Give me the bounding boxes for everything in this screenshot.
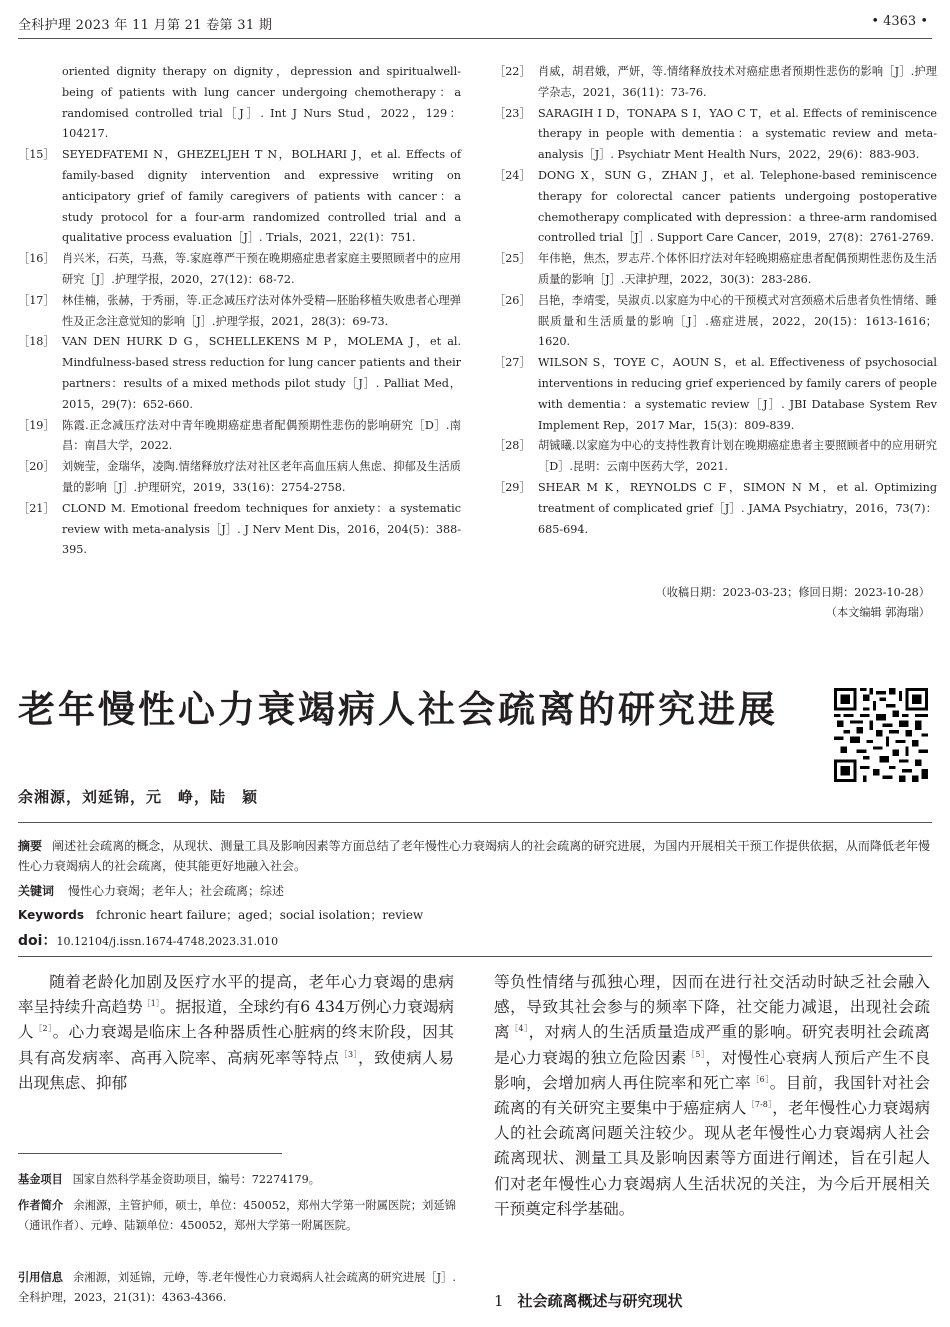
reference-item <box>494 436 937 478</box>
section-title: 社会疏离概述与研究现状 <box>517 1292 683 1310</box>
citation-label: 引用信息 <box>18 1271 64 1284</box>
reference-text: 肖兴米，石英，马燕，等.家庭尊严干预在晚期癌症患者家庭主要照顾者中的应用研究［J］.护理学报，2020，27(12)：68-72. <box>62 252 461 286</box>
doi-line <box>18 930 278 950</box>
body-left-column <box>18 970 454 1096</box>
page-number: • 4363 • <box>871 14 928 29</box>
citation-1[interactable]: ［1］ <box>142 999 160 1009</box>
fund-label: 基金项目 <box>18 1173 63 1186</box>
article-authors: 余湘源，刘延锦，元 峥，陆 颖 <box>18 788 259 806</box>
reference-text: 刘婉莹，金瑞华，凌陶.情绪释放疗法对社区老年高血压病人焦虑、抑郁及生活质量的影响［J］.护理研究，2019，33(16)：2754-2758. <box>62 460 461 494</box>
reference-number: ［16］ <box>18 252 55 266</box>
intro-text-f: ，对病人的生活质量造成严重的影响。研究表明社会疏离是心力衰竭的独立危险因素 <box>494 1023 930 1067</box>
keywords-cn-label: 关键词 <box>18 884 55 898</box>
intro-text-b: 。据报道，全球约有6 434万例心力衰竭病人 <box>18 998 455 1042</box>
reference-item <box>494 104 937 166</box>
reference-number: ［18］ <box>18 335 55 349</box>
section-number: 1 <box>494 1292 504 1310</box>
reference-text: 吕艳，李靖雯，吴淑贞.以家庭为中心的干预模式对宫颈癌术后患者负性情绪、睡眠质量和生活质量的影响［J］.癌症进展，2022，20(15)：1613-1616；1620. <box>538 293 937 349</box>
reference-number: ［22］ <box>494 65 531 78</box>
reference-item <box>18 457 461 499</box>
references-right-column <box>494 62 937 540</box>
keywords-en-text: fchronic heart failure；aged；social isolation；review <box>96 908 424 922</box>
references-left-column <box>18 62 461 561</box>
reference-item <box>494 291 937 353</box>
intro-paragraph-continued <box>494 970 930 1222</box>
reference-number: ［25］ <box>494 252 531 266</box>
reference-text: CLOND M. Emotional freedom techniques for anxiety：a systematic review with meta-analysis［J］. J Nerv Ment Dis，2016，204(5)：388-395. <box>62 501 461 557</box>
citation-2[interactable]: ［2］ <box>34 1024 53 1034</box>
reference-item <box>494 353 937 436</box>
reference-item <box>18 291 461 333</box>
reference-item <box>494 62 937 104</box>
reference-item <box>18 62 461 145</box>
intro-text-e: 等负性情绪与孤独心理，因而在进行社交活动时缺乏社会融入感，导致其社会参与的频率下降，社交能力减退，出现社会疏离 <box>494 973 930 1042</box>
doi-link[interactable]: 10.12104/j.issn.1674-4748.2023.31.010 <box>56 935 279 948</box>
reference-text: 林佳楠，张赫，于秀丽，等.正念减压疗法对体外受精—胚胎移植失败患者心理弹性及正念注意觉知的影响［J］.护理学报，2021，28(3)：69-73. <box>62 293 461 328</box>
fund-text: 国家自然科学基金资助项目，编号：72274179。 <box>72 1173 320 1186</box>
abstract-top-rule <box>18 822 932 823</box>
citation-6[interactable]: ［6］ <box>751 1074 770 1084</box>
doi-label: doi： <box>18 933 57 949</box>
intro-paragraph <box>18 970 454 1096</box>
reference-text: 年伟艳，焦杰，罗志芹.个体怀旧疗法对年轻晚期癌症患者配偶预期性悲伤及生活质量的影响［J］.天津护理，2022，30(3)：283-286. <box>538 252 937 286</box>
section-heading <box>494 1290 683 1311</box>
keywords-cn-text: 慢性心力衰竭；老年人；社会疏离；综述 <box>68 884 285 898</box>
abstract <box>18 836 930 876</box>
reference-item <box>494 166 937 249</box>
reference-number: ［27］ <box>494 356 531 370</box>
footnote-rule <box>18 1153 282 1154</box>
reference-number: ［20］ <box>18 460 55 474</box>
reference-item <box>18 332 461 415</box>
reference-number: ［28］ <box>494 439 531 453</box>
reference-item <box>494 478 937 540</box>
citation-4[interactable]: ［4］ <box>510 1024 529 1034</box>
keywords-en <box>18 906 423 923</box>
footnote-fund <box>18 1170 456 1190</box>
reference-item <box>18 499 461 561</box>
intro-text-d: ，致使病人易出现焦虑、抑郁 <box>18 1048 454 1092</box>
qr-code-icon[interactable] <box>834 688 928 782</box>
intro-text-i: ，老年慢性心力衰竭病人的社会疏离问题关注较少。现从老年慢性心力衰竭病人社会疏离现状、测量工具及影响因素等方面进行阐述，旨在引起人们对老年慢性心力衰竭病人生活状况的关注，为今后开展相关干预奠定科学基础。 <box>494 1099 930 1218</box>
intro-text-c: 。心力衰竭是临床上各种器质性心脏病的终末阶段，因其具有高发病率、高再入院率、高病死率等特点 <box>18 1023 454 1067</box>
reference-text: 胡铖曦.以家庭为中心的支持性教育计划在晚期癌症患者主要照顾者中的应用研究［D］.昆明：云南中医药大学，2021. <box>538 439 937 474</box>
keywords-en-label: Keywords <box>18 908 85 922</box>
header-rule <box>18 38 932 39</box>
reference-number: ［24］ <box>494 168 531 182</box>
citation-3[interactable]: ［3］ <box>339 1049 359 1059</box>
editor-credit: （本文编辑 郭海瑞） <box>825 606 930 619</box>
reference-text: SARAGIH I D，TONAPA S I，YAO C T，et al. Effects of reminiscence therapy in people with dementia：a systematic review and meta-analysis［J］. Psychiatr Ment Health Nurs，2022，29(6)：883-903. <box>538 106 937 162</box>
reference-number: ［15］ <box>18 148 55 162</box>
reference-number: ［26］ <box>494 293 531 307</box>
reference-item <box>18 416 461 458</box>
abstract-bottom-rule <box>18 956 932 957</box>
reference-text: 肖威，胡君娥，严妍，等.情绪释放技术对癌症患者预期性悲伤的影响［J］.护理学杂志，2021，36(11)：73-76. <box>538 65 937 99</box>
reference-number: ［17］ <box>18 293 55 307</box>
reference-text: SHEAR M K，REYNOLDS C F，SIMON N M，et al. Optimizing treatment of complicated grief［J］. JAMA Psychiatry，2016，73(7)：685-694. <box>538 480 937 536</box>
intro-text-g: ，对慢性心衰病人预后产生不良影响，会增加病人再住院率和死亡率 <box>494 1048 930 1092</box>
footnote-author <box>18 1196 456 1237</box>
article-title: 老年慢性心力衰竭病人社会疏离的研究进展 <box>18 688 778 731</box>
reference-text: DONG X，SUN G，ZHAN J，et al. Telephone-based reminiscence therapy for colorectal cancer patients undergoing postoperative chemotherapy complicated with depression：a three-arm randomised controlled trial［J］. Support Care Cancer，2019，27(8)：2761-2769. <box>538 168 937 245</box>
abstract-text: 阐述社会疏离的概念，从现状、测量工具及影响因素等方面总结了老年慢性心力衰竭病人的社会疏离的研究进展，为国内开展相关干预工作提供依据，从而降低老年慢性心力衰竭病人的社会疏离，使其能更好地融入社会。 <box>18 839 930 873</box>
author-text: 余湘源，主管护师，硕士，单位：450052，郑州大学第一附属医院；刘延锦（通讯作者）、元峥、陆颖单位：450052，郑州大学第一附属医院。 <box>18 1199 456 1233</box>
citation-5[interactable]: ［5］ <box>686 1049 706 1059</box>
reference-item <box>18 249 461 291</box>
reference-number: ［23］ <box>494 106 531 120</box>
received-dates: （收稿日期：2023-03-23；修回日期：2023-10-28） <box>655 586 930 599</box>
intro-text-a: 随着老龄化加剧及医疗水平的提高，老年心力衰竭的患病率呈持续升高趋势 <box>18 973 454 1017</box>
abstract-label: 摘要 <box>18 839 43 853</box>
author-label: 作者简介 <box>18 1199 64 1212</box>
reference-text: WILSON S，TOYE C，AOUN S，et al. Effectiveness of psychosocial interventions in reducing grief experienced by family carers of people with dementia：a systematic review［J］. JBI Database System Rev Implement Rep，2017 Mar，15(3)：809-839. <box>538 356 937 432</box>
reference-text: VAN DEN HURK D G，SCHELLEKENS M P，MOLEMA J，et al. Mindfulness-based stress reduction for lung cancer patients and their partners：results of a mixed methods pilot study［J］. Palliat Med，2015，29(7)：652-660. <box>62 335 461 411</box>
reference-item <box>494 249 937 291</box>
citation-text: 余湘源，刘延锦，元峥，等.老年慢性心力衰竭病人社会疏离的研究进展［J］.全科护理，2023，21(31)：4363-4366. <box>18 1271 456 1305</box>
reference-number: ［21］ <box>18 501 55 515</box>
reference-text: 陈霞.正念减压疗法对中青年晚期癌症患者配偶预期性悲伤的影响研究［D］.南昌：南昌大学，2022. <box>62 418 461 453</box>
footnote-citation <box>18 1268 456 1309</box>
citation-7-8[interactable]: ［7-8］ <box>746 1099 773 1109</box>
reference-number: ［19］ <box>18 418 55 432</box>
body-right-column <box>494 970 930 1222</box>
journal-header: 全科护理 2023 年 11 月第 21 卷第 31 期 <box>18 18 273 33</box>
reference-number: ［29］ <box>494 480 531 494</box>
reference-text: SEYEDFATEMI N，GHEZELJEH T N，BOLHARI J，et al. Effects of family-based dignity intervention and expressive writing on anticipatory grief of family caregivers of patients with cancer：a study protocol for a four-arm randomized controlled trial and a qualitative process evaluation［J］. Trials，2021，22(1)：751. <box>62 148 461 245</box>
keywords-cn <box>18 882 284 899</box>
intro-text-h: 。目前，我国针对社会疏离的有关研究主要集中于癌症病人 <box>494 1073 930 1118</box>
reference-item <box>18 145 461 249</box>
reference-text: oriented dignity therapy on dignity，depression and spiritualwell-being of patients with lung cancer undergoing chemotherapy：a randomised controlled trial［J］. Int J Nurs Stud，2022，129：104217. <box>62 65 461 141</box>
